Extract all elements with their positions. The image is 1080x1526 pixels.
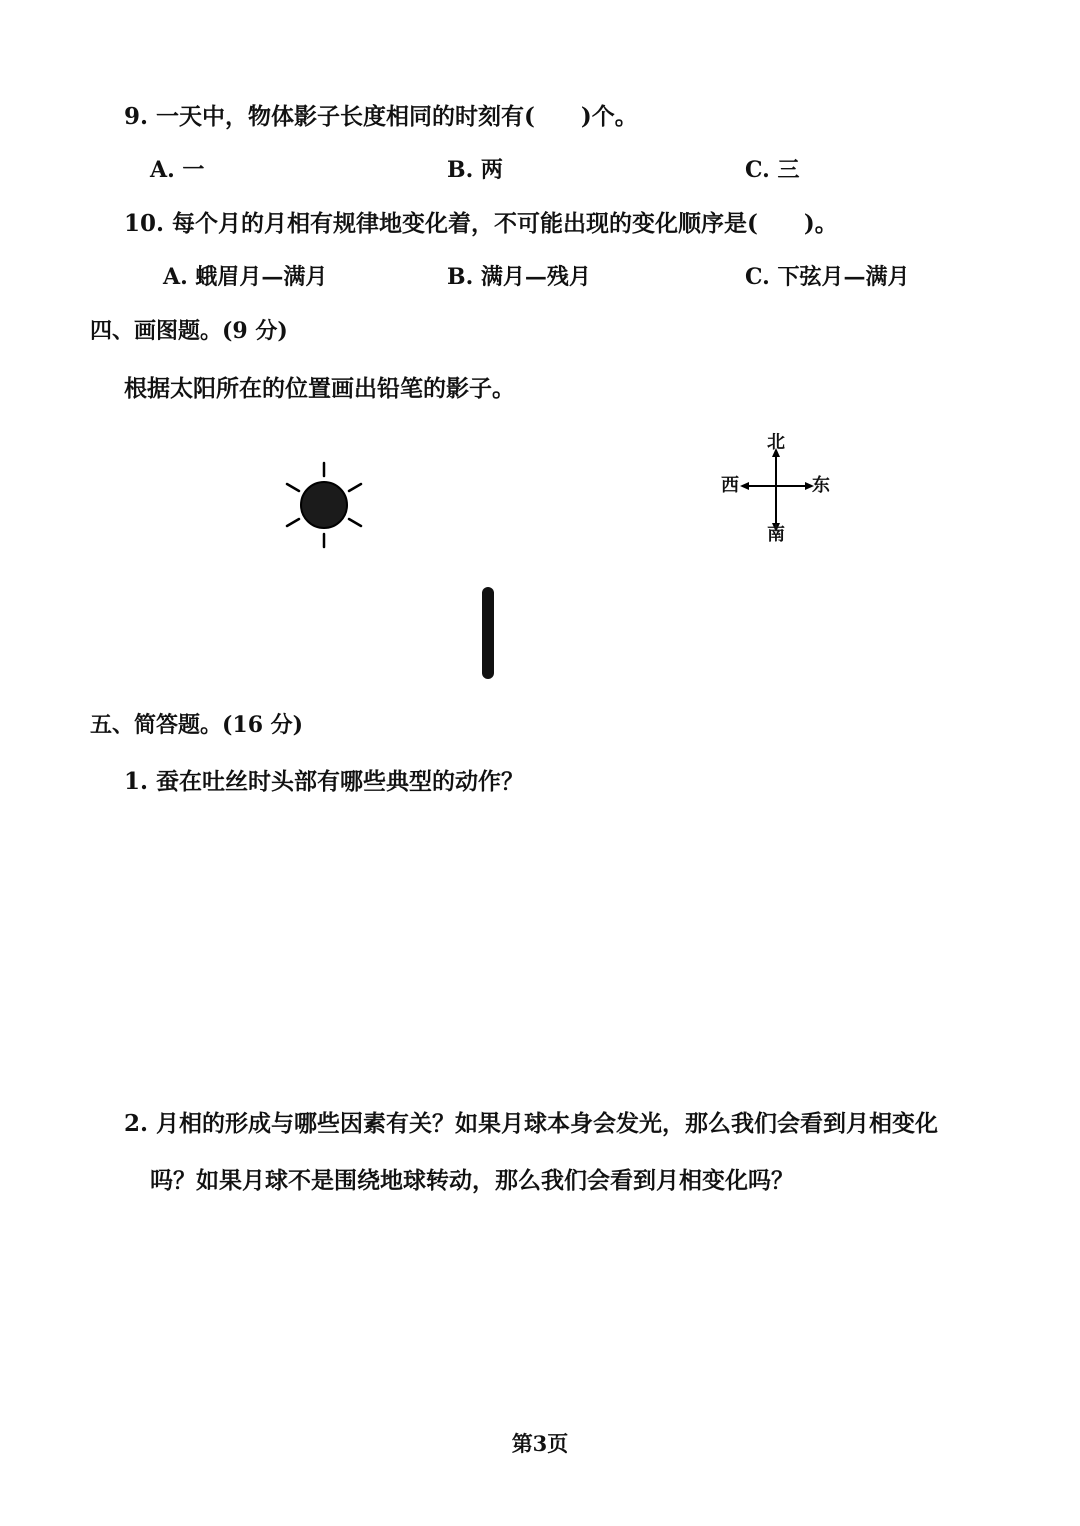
page-number: 第3页 <box>511 1431 569 1456</box>
compass-diagram <box>718 430 838 550</box>
question-10-option-b: B. 满月—残月 <box>447 264 591 290</box>
section-4-heading: 四、画图题。(9 分) <box>90 318 288 344</box>
question-10-stem: 10. 每个月的月相有规律地变化着，不可能出现的变化顺序是( )。 <box>124 210 838 237</box>
compass-west-label: 西 <box>721 475 739 496</box>
section-5-question-2-line-1: 2. 月相的形成与哪些因素有关？如果月球本身会发光，那么我们会看到月相变化 <box>124 1110 939 1137</box>
section-5-question-2-line-2: 吗？如果月球不是围绕地球转动，那么我们会看到月相变化吗？ <box>150 1167 794 1194</box>
question-9-option-b: B. 两 <box>447 157 503 183</box>
question-10-option-a: A. 蛾眉月—满月 <box>163 264 328 290</box>
sun-icon <box>278 456 370 552</box>
section-5-heading: 五、简答题。(16 分) <box>90 712 304 738</box>
section-5-question-1: 1. 蚕在吐丝时头部有哪些典型的动作？ <box>124 768 525 795</box>
compass-east-label: 东 <box>812 475 830 496</box>
question-10-option-c: C. 下弦月—满月 <box>745 264 910 290</box>
compass-south-label: 南 <box>767 524 785 545</box>
compass-north-label: 北 <box>767 432 785 453</box>
pencil-figure <box>482 587 494 679</box>
question-9-option-c: C. 三 <box>745 157 800 183</box>
question-9-stem: 9. 一天中，物体影子长度相同的时刻有( )个。 <box>124 103 638 130</box>
section-4-instruction: 根据太阳所在的位置画出铅笔的影子。 <box>124 375 515 402</box>
question-9-option-a: A. 一 <box>150 157 205 183</box>
